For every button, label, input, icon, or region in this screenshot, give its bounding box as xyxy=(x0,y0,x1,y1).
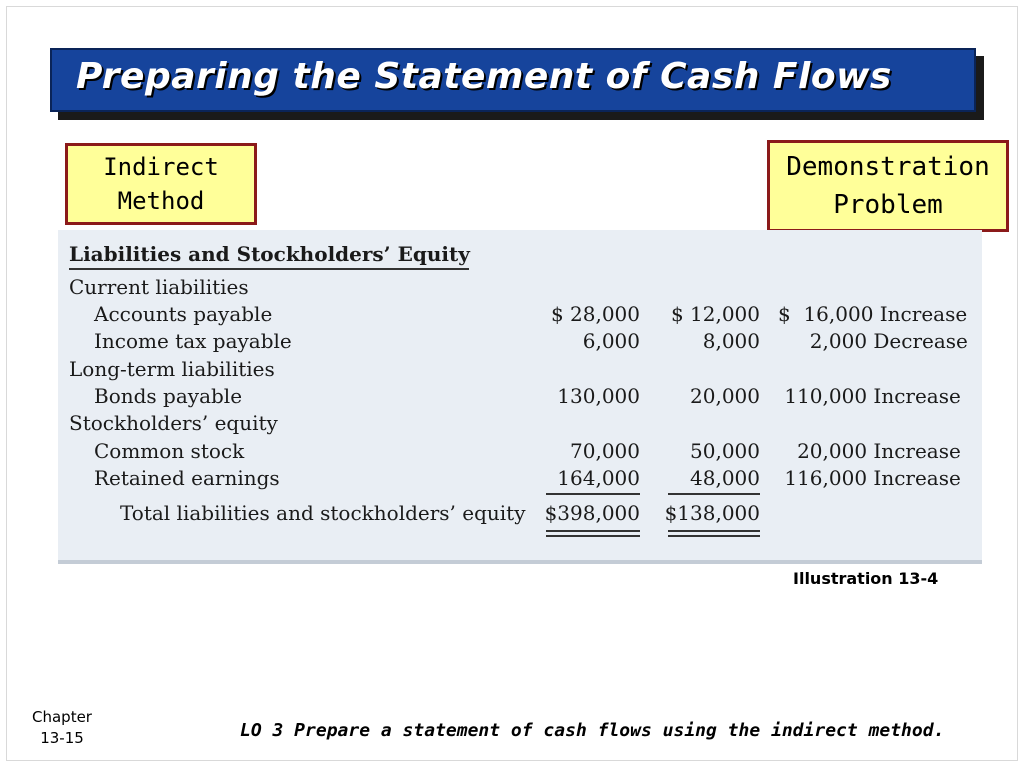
total-double-rule xyxy=(668,530,760,532)
table-row xyxy=(58,275,982,302)
row-label: Common stock xyxy=(94,439,245,463)
chapter-line-1: Chapter xyxy=(32,708,92,726)
illustration-caption: Illustration 13-4 xyxy=(793,569,939,588)
learning-objective: LO 3 Prepare a statement of cash flows using the indirect method. xyxy=(240,720,945,741)
prior-year-value: 20,000 xyxy=(690,384,760,408)
current-year-value: 164,000 xyxy=(557,466,640,490)
title-bar xyxy=(50,48,976,112)
indirect-line-1: Indirect xyxy=(103,153,219,181)
section-heading: Liabilities and Stockholders’ Equity xyxy=(69,242,470,266)
table-row xyxy=(58,466,982,493)
change-value: 116,000 Increase xyxy=(778,466,961,490)
indirect-method-box xyxy=(65,143,257,225)
row-label: Accounts payable xyxy=(94,302,273,326)
row-label: Income tax payable xyxy=(94,329,292,353)
table-row xyxy=(58,302,982,329)
total-double-rule xyxy=(546,535,640,537)
current-year-value: $ 28,000 xyxy=(550,302,640,326)
row-label: Stockholders’ equity xyxy=(69,411,278,435)
table-row xyxy=(58,439,982,466)
row-label: Long-term liabilities xyxy=(69,357,275,381)
current-year-value: 6,000 xyxy=(582,329,640,353)
prior-year-value: 48,000 xyxy=(690,466,760,490)
change-value: 2,000 Decrease xyxy=(778,329,968,353)
row-label: Total liabilities and stockholders’ equity xyxy=(120,501,526,525)
current-year-total: $398,000 xyxy=(544,501,640,525)
total-double-rule xyxy=(546,530,640,532)
heading-underline xyxy=(69,268,469,270)
prior-year-value: $ 12,000 xyxy=(670,302,760,326)
current-year-value: 130,000 xyxy=(557,384,640,408)
row-label: Bonds payable xyxy=(94,384,243,408)
subtotal-rule xyxy=(546,493,640,495)
subtotal-rule xyxy=(668,493,760,495)
illustration-bottom-rule xyxy=(58,560,982,564)
table-row xyxy=(58,501,982,528)
table-row xyxy=(58,329,982,356)
demo-line-2: Problem xyxy=(833,190,943,220)
chapter-label xyxy=(24,707,100,749)
demo-line-1: Demonstration xyxy=(786,152,990,182)
change-value: 20,000 Increase xyxy=(778,439,961,463)
prior-year-value: 8,000 xyxy=(702,329,760,353)
table-row xyxy=(58,357,982,384)
change-value: $ 16,000 Increase xyxy=(778,302,968,326)
row-label: Current liabilities xyxy=(69,275,249,299)
demonstration-problem-box xyxy=(767,140,1009,232)
table-row xyxy=(58,384,982,411)
current-year-value: 70,000 xyxy=(570,439,640,463)
change-value: 110,000 Increase xyxy=(778,384,961,408)
total-double-rule xyxy=(668,535,760,537)
prior-year-total: $138,000 xyxy=(664,501,760,525)
slide-title: Preparing the Statement of Cash Flows xyxy=(76,56,892,97)
balance-sheet-illustration xyxy=(58,230,982,560)
row-label: Retained earnings xyxy=(94,466,280,490)
table-row xyxy=(58,411,982,438)
indirect-line-2: Method xyxy=(117,187,205,215)
chapter-line-2: 13-15 xyxy=(40,729,84,747)
prior-year-value: 50,000 xyxy=(690,439,760,463)
